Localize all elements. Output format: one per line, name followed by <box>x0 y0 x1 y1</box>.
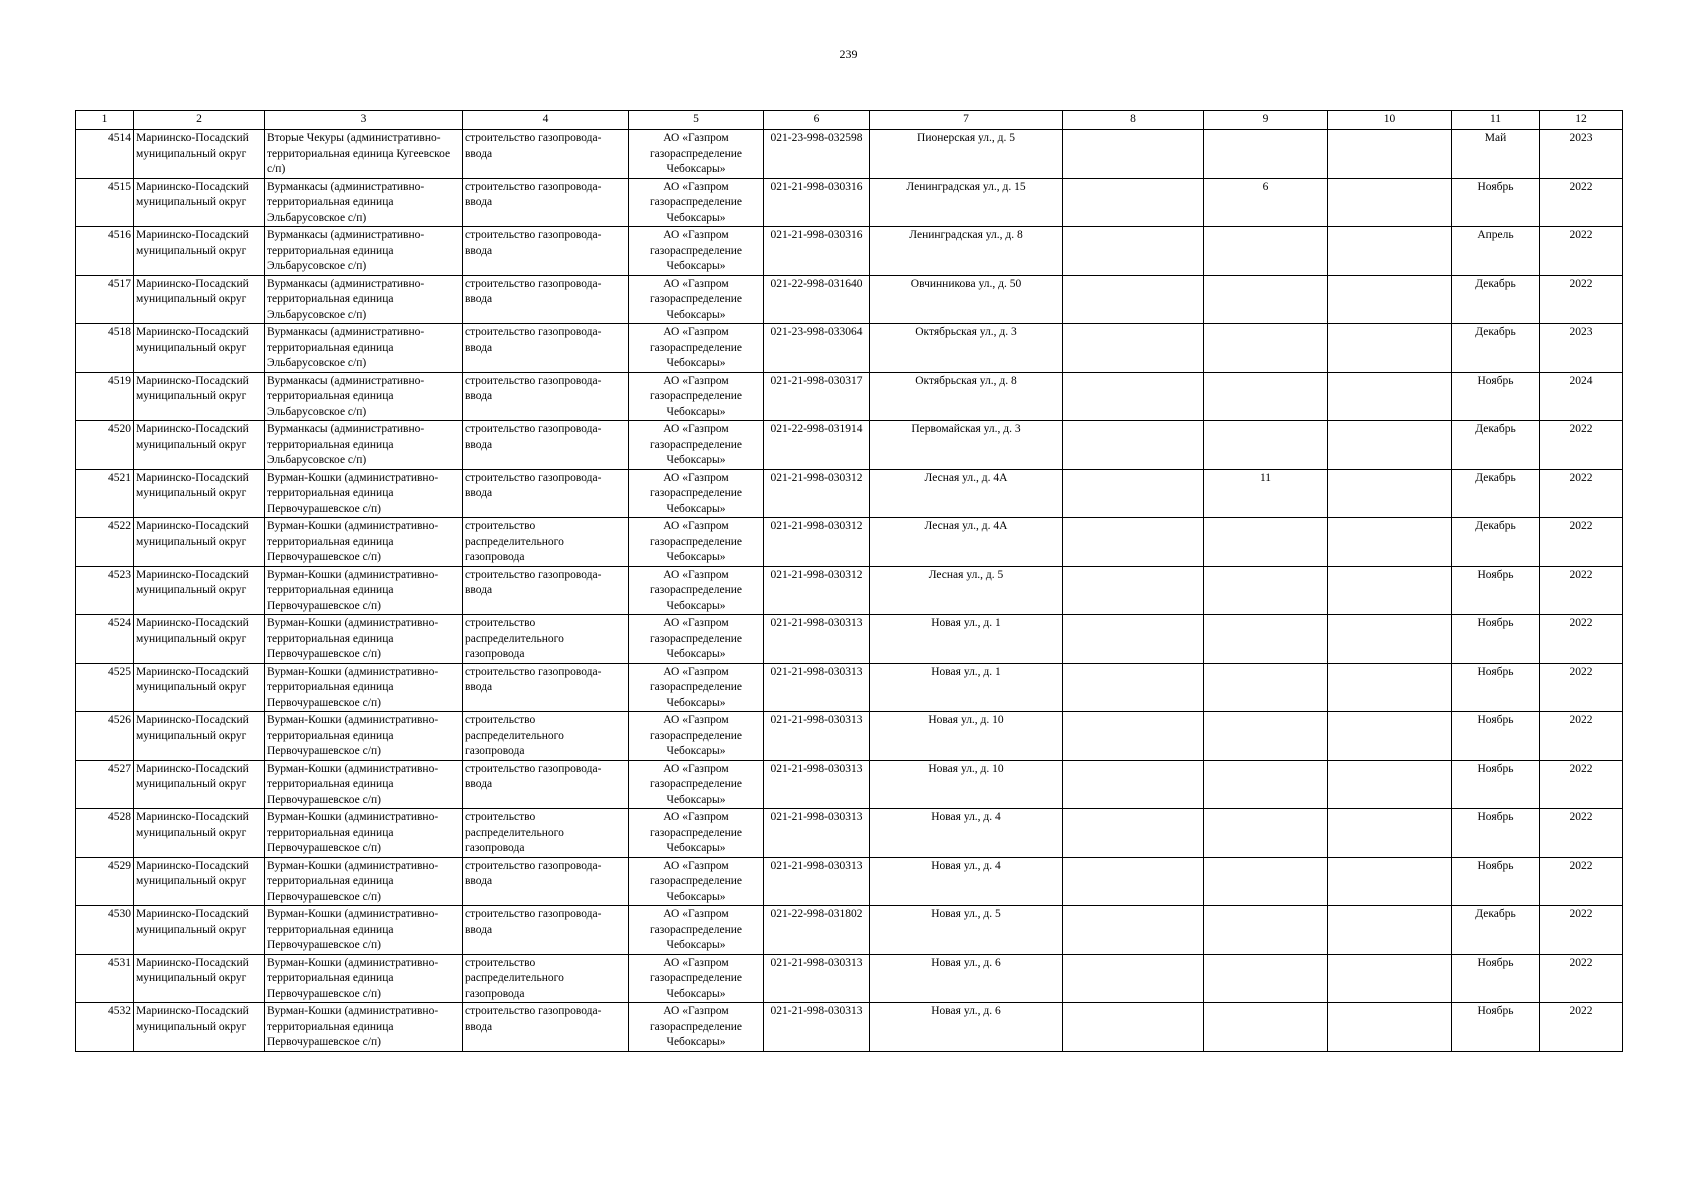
cell-col-8 <box>1063 130 1204 179</box>
cell-cadastral-number: 021-23-998-033064 <box>764 324 870 373</box>
cell-organization: АО «Газпром газораспределение Чебоксары» <box>629 227 764 276</box>
cell-col-10 <box>1328 857 1452 906</box>
cell-address: Лесная ул., д. 5 <box>870 566 1063 615</box>
cell-work-type: строительство газопровода-ввода <box>463 421 629 470</box>
cell-col-8 <box>1063 275 1204 324</box>
cell-cadastral-number: 021-22-998-031640 <box>764 275 870 324</box>
cell-settlement: Вурман-Кошки (административно-территориальная единица Первочурашевское с/п) <box>265 1003 463 1052</box>
cell-address: Новая ул., д. 10 <box>870 712 1063 761</box>
cell-address: Овчинникова ул., д. 50 <box>870 275 1063 324</box>
cell-month: Ноябрь <box>1452 760 1540 809</box>
cell-month: Ноябрь <box>1452 857 1540 906</box>
register-table <box>75 110 1623 1052</box>
cell-row-number: 4517 <box>76 275 134 324</box>
cell-cadastral-number: 021-23-998-032598 <box>764 130 870 179</box>
cell-row-number: 4514 <box>76 130 134 179</box>
cell-municipality: Мариинско-Посадский муниципальный округ <box>134 275 265 324</box>
cell-col-8 <box>1063 760 1204 809</box>
cell-municipality: Мариинско-Посадский муниципальный округ <box>134 227 265 276</box>
cell-organization: АО «Газпром газораспределение Чебоксары» <box>629 615 764 664</box>
cell-col-10 <box>1328 469 1452 518</box>
table-header-row <box>76 111 1623 130</box>
cell-year: 2023 <box>1540 130 1623 179</box>
cell-col-8 <box>1063 421 1204 470</box>
cell-work-type: строительство газопровода-ввода <box>463 906 629 955</box>
cell-work-type: строительство газопровода-ввода <box>463 566 629 615</box>
cell-address: Новая ул., д. 5 <box>870 906 1063 955</box>
cell-row-number: 4528 <box>76 809 134 858</box>
cell-work-type: строительство газопровода-ввода <box>463 178 629 227</box>
cell-row-number: 4530 <box>76 906 134 955</box>
cell-settlement: Вурманкасы (административно-территориальная единица Эльбарусовское с/п) <box>265 324 463 373</box>
cell-organization: АО «Газпром газораспределение Чебоксары» <box>629 130 764 179</box>
table-row <box>76 275 1623 324</box>
cell-organization: АО «Газпром газораспределение Чебоксары» <box>629 469 764 518</box>
cell-cadastral-number: 021-21-998-030313 <box>764 809 870 858</box>
cell-month: Ноябрь <box>1452 372 1540 421</box>
cell-address: Октябрьская ул., д. 8 <box>870 372 1063 421</box>
cell-col-10 <box>1328 130 1452 179</box>
cell-col-10 <box>1328 1003 1452 1052</box>
cell-month: Апрель <box>1452 227 1540 276</box>
table-row <box>76 760 1623 809</box>
cell-municipality: Мариинско-Посадский муниципальный округ <box>134 469 265 518</box>
cell-col-10 <box>1328 178 1452 227</box>
column-header-11: 11 <box>1452 111 1540 130</box>
cell-year: 2022 <box>1540 566 1623 615</box>
cell-municipality: Мариинско-Посадский муниципальный округ <box>134 130 265 179</box>
table-row <box>76 130 1623 179</box>
cell-year: 2022 <box>1540 712 1623 761</box>
cell-col-8 <box>1063 906 1204 955</box>
cell-row-number: 4525 <box>76 663 134 712</box>
cell-year: 2022 <box>1540 760 1623 809</box>
cell-col-8 <box>1063 1003 1204 1052</box>
cell-col-10 <box>1328 760 1452 809</box>
cell-cadastral-number: 021-21-998-030313 <box>764 663 870 712</box>
cell-month: Ноябрь <box>1452 663 1540 712</box>
cell-cadastral-number: 021-22-998-031914 <box>764 421 870 470</box>
table-row <box>76 954 1623 1003</box>
cell-year: 2022 <box>1540 954 1623 1003</box>
cell-month: Ноябрь <box>1452 1003 1540 1052</box>
cell-organization: АО «Газпром газораспределение Чебоксары» <box>629 1003 764 1052</box>
cell-address: Ленинградская ул., д. 15 <box>870 178 1063 227</box>
table-row <box>76 372 1623 421</box>
cell-col-8 <box>1063 954 1204 1003</box>
cell-row-number: 4515 <box>76 178 134 227</box>
cell-municipality: Мариинско-Посадский муниципальный округ <box>134 663 265 712</box>
cell-organization: АО «Газпром газораспределение Чебоксары» <box>629 954 764 1003</box>
cell-settlement: Вурман-Кошки (административно-территориальная единица Первочурашевское с/п) <box>265 954 463 1003</box>
column-header-2: 2 <box>134 111 265 130</box>
cell-cadastral-number: 021-21-998-030312 <box>764 566 870 615</box>
cell-work-type: строительство газопровода-ввода <box>463 275 629 324</box>
cell-year: 2023 <box>1540 324 1623 373</box>
cell-month: Декабрь <box>1452 421 1540 470</box>
table-row <box>76 421 1623 470</box>
column-header-6: 6 <box>764 111 870 130</box>
cell-row-number: 4523 <box>76 566 134 615</box>
table-row <box>76 469 1623 518</box>
cell-organization: АО «Газпром газораспределение Чебоксары» <box>629 518 764 567</box>
cell-month: Май <box>1452 130 1540 179</box>
column-header-12: 12 <box>1540 111 1623 130</box>
cell-settlement: Вурман-Кошки (административно-территориальная единица Первочурашевское с/п) <box>265 566 463 615</box>
cell-row-number: 4522 <box>76 518 134 567</box>
cell-year: 2022 <box>1540 227 1623 276</box>
cell-organization: АО «Газпром газораспределение Чебоксары» <box>629 324 764 373</box>
cell-year: 2022 <box>1540 1003 1623 1052</box>
cell-settlement: Вурман-Кошки (административно-территориальная единица Первочурашевское с/п) <box>265 857 463 906</box>
cell-address: Ленинградская ул., д. 8 <box>870 227 1063 276</box>
cell-address: Новая ул., д. 4 <box>870 809 1063 858</box>
cell-address: Новая ул., д. 6 <box>870 1003 1063 1052</box>
table-row <box>76 615 1623 664</box>
table-row <box>76 518 1623 567</box>
cell-address: Первомайская ул., д. 3 <box>870 421 1063 470</box>
table-row <box>76 663 1623 712</box>
cell-col-9 <box>1204 1003 1328 1052</box>
table-body <box>76 130 1623 1052</box>
cell-organization: АО «Газпром газораспределение Чебоксары» <box>629 663 764 712</box>
cell-year: 2022 <box>1540 857 1623 906</box>
cell-work-type: строительство газопровода-ввода <box>463 663 629 712</box>
cell-settlement: Вурман-Кошки (административно-территориальная единица Первочурашевское с/п) <box>265 906 463 955</box>
cell-col-9 <box>1204 566 1328 615</box>
cell-month: Ноябрь <box>1452 615 1540 664</box>
cell-settlement: Вурманкасы (административно-территориальная единица Эльбарусовское с/п) <box>265 421 463 470</box>
cell-organization: АО «Газпром газораспределение Чебоксары» <box>629 712 764 761</box>
column-header-1: 1 <box>76 111 134 130</box>
cell-year: 2022 <box>1540 469 1623 518</box>
cell-col-8 <box>1063 469 1204 518</box>
cell-settlement: Вурман-Кошки (административно-территориальная единица Первочурашевское с/п) <box>265 760 463 809</box>
cell-work-type: строительство газопровода-ввода <box>463 324 629 373</box>
cell-municipality: Мариинско-Посадский муниципальный округ <box>134 178 265 227</box>
cell-year: 2022 <box>1540 178 1623 227</box>
cell-work-type: строительство газопровода-ввода <box>463 227 629 276</box>
cell-cadastral-number: 021-21-998-030313 <box>764 954 870 1003</box>
cell-col-10 <box>1328 663 1452 712</box>
cell-settlement: Вурман-Кошки (административно-территориальная единица Первочурашевское с/п) <box>265 663 463 712</box>
table-row <box>76 324 1623 373</box>
cell-month: Ноябрь <box>1452 954 1540 1003</box>
table-row <box>76 906 1623 955</box>
column-header-10: 10 <box>1328 111 1452 130</box>
table-row <box>76 809 1623 858</box>
cell-municipality: Мариинско-Посадский муниципальный округ <box>134 518 265 567</box>
cell-row-number: 4521 <box>76 469 134 518</box>
cell-month: Ноябрь <box>1452 809 1540 858</box>
cell-month: Ноябрь <box>1452 178 1540 227</box>
cell-month: Декабрь <box>1452 906 1540 955</box>
cell-municipality: Мариинско-Посадский муниципальный округ <box>134 566 265 615</box>
cell-month: Ноябрь <box>1452 566 1540 615</box>
page-number: 239 <box>839 47 858 61</box>
cell-work-type: строительство распределительного газопровода <box>463 954 629 1003</box>
cell-work-type: строительство распределительного газопровода <box>463 518 629 567</box>
cell-organization: АО «Газпром газораспределение Чебоксары» <box>629 566 764 615</box>
cell-col-8 <box>1063 227 1204 276</box>
cell-address: Новая ул., д. 1 <box>870 663 1063 712</box>
cell-month: Ноябрь <box>1452 712 1540 761</box>
cell-year: 2022 <box>1540 421 1623 470</box>
cell-work-type: строительство газопровода-ввода <box>463 469 629 518</box>
cell-work-type: строительство распределительного газопровода <box>463 712 629 761</box>
cell-year: 2022 <box>1540 518 1623 567</box>
cell-col-8 <box>1063 809 1204 858</box>
column-header-5: 5 <box>629 111 764 130</box>
cell-cadastral-number: 021-21-998-030312 <box>764 469 870 518</box>
cell-work-type: строительство газопровода-ввода <box>463 1003 629 1052</box>
cell-col-10 <box>1328 809 1452 858</box>
cell-cadastral-number: 021-21-998-030313 <box>764 760 870 809</box>
cell-year: 2022 <box>1540 275 1623 324</box>
cell-month: Декабрь <box>1452 469 1540 518</box>
cell-address: Новая ул., д. 1 <box>870 615 1063 664</box>
cell-work-type: строительство газопровода-ввода <box>463 760 629 809</box>
cell-organization: АО «Газпром газораспределение Чебоксары» <box>629 421 764 470</box>
cell-col-8 <box>1063 857 1204 906</box>
cell-row-number: 4527 <box>76 760 134 809</box>
cell-work-type: строительство газопровода-ввода <box>463 130 629 179</box>
cell-organization: АО «Газпром газораспределение Чебоксары» <box>629 178 764 227</box>
table-row <box>76 178 1623 227</box>
cell-col-9 <box>1204 372 1328 421</box>
cell-settlement: Вурманкасы (административно-территориальная единица Эльбарусовское с/п) <box>265 178 463 227</box>
column-header-7: 7 <box>870 111 1063 130</box>
cell-settlement: Вурман-Кошки (административно-территориальная единица Первочурашевское с/п) <box>265 518 463 567</box>
cell-municipality: Мариинско-Посадский муниципальный округ <box>134 906 265 955</box>
table-row <box>76 1003 1623 1052</box>
cell-col-9 <box>1204 518 1328 567</box>
cell-municipality: Мариинско-Посадский муниципальный округ <box>134 809 265 858</box>
cell-col-9 <box>1204 760 1328 809</box>
cell-col-8 <box>1063 518 1204 567</box>
cell-year: 2022 <box>1540 809 1623 858</box>
cell-row-number: 4526 <box>76 712 134 761</box>
cell-col-9 <box>1204 857 1328 906</box>
table-row <box>76 712 1623 761</box>
cell-year: 2022 <box>1540 906 1623 955</box>
cell-month: Декабрь <box>1452 518 1540 567</box>
cell-row-number: 4524 <box>76 615 134 664</box>
cell-municipality: Мариинско-Посадский муниципальный округ <box>134 324 265 373</box>
cell-col-9 <box>1204 275 1328 324</box>
table-row <box>76 566 1623 615</box>
cell-municipality: Мариинско-Посадский муниципальный округ <box>134 372 265 421</box>
cell-municipality: Мариинско-Посадский муниципальный округ <box>134 1003 265 1052</box>
cell-address: Пионерская ул., д. 5 <box>870 130 1063 179</box>
cell-col-10 <box>1328 421 1452 470</box>
cell-col-9 <box>1204 809 1328 858</box>
cell-settlement: Вурман-Кошки (административно-территориальная единица Первочурашевское с/п) <box>265 809 463 858</box>
cell-col-9: 6 <box>1204 178 1328 227</box>
cell-col-9 <box>1204 615 1328 664</box>
cell-settlement: Вурман-Кошки (административно-территориальная единица Первочурашевское с/п) <box>265 712 463 761</box>
cell-organization: АО «Газпром газораспределение Чебоксары» <box>629 809 764 858</box>
cell-work-type: строительство распределительного газопровода <box>463 809 629 858</box>
cell-municipality: Мариинско-Посадский муниципальный округ <box>134 954 265 1003</box>
cell-col-9 <box>1204 324 1328 373</box>
cell-year: 2022 <box>1540 615 1623 664</box>
cell-work-type: строительство газопровода-ввода <box>463 857 629 906</box>
cell-municipality: Мариинско-Посадский муниципальный округ <box>134 421 265 470</box>
cell-row-number: 4518 <box>76 324 134 373</box>
cell-col-10 <box>1328 518 1452 567</box>
cell-row-number: 4531 <box>76 954 134 1003</box>
cell-col-10 <box>1328 324 1452 373</box>
cell-work-type: строительство газопровода-ввода <box>463 372 629 421</box>
cell-organization: АО «Газпром газораспределение Чебоксары» <box>629 275 764 324</box>
cell-cadastral-number: 021-21-998-030313 <box>764 712 870 761</box>
cell-month: Декабрь <box>1452 324 1540 373</box>
cell-row-number: 4519 <box>76 372 134 421</box>
cell-address: Новая ул., д. 6 <box>870 954 1063 1003</box>
cell-col-8 <box>1063 566 1204 615</box>
cell-col-8 <box>1063 324 1204 373</box>
cell-settlement: Вурман-Кошки (административно-территориальная единица Первочурашевское с/п) <box>265 615 463 664</box>
cell-row-number: 4529 <box>76 857 134 906</box>
cell-cadastral-number: 021-21-998-030316 <box>764 178 870 227</box>
cell-row-number: 4520 <box>76 421 134 470</box>
cell-cadastral-number: 021-22-998-031802 <box>764 906 870 955</box>
cell-cadastral-number: 021-21-998-030316 <box>764 227 870 276</box>
cell-col-9 <box>1204 906 1328 955</box>
cell-col-10 <box>1328 566 1452 615</box>
cell-col-8 <box>1063 663 1204 712</box>
column-header-9: 9 <box>1204 111 1328 130</box>
cell-address: Лесная ул., д. 4А <box>870 469 1063 518</box>
column-header-8: 8 <box>1063 111 1204 130</box>
cell-settlement: Вурман-Кошки (административно-территориальная единица Первочурашевское с/п) <box>265 469 463 518</box>
cell-address: Октябрьская ул., д. 3 <box>870 324 1063 373</box>
cell-row-number: 4532 <box>76 1003 134 1052</box>
cell-col-10 <box>1328 372 1452 421</box>
cell-col-8 <box>1063 372 1204 421</box>
cell-settlement: Вурманкасы (административно-территориальная единица Эльбарусовское с/п) <box>265 372 463 421</box>
cell-col-9 <box>1204 954 1328 1003</box>
cell-row-number: 4516 <box>76 227 134 276</box>
column-header-4: 4 <box>463 111 629 130</box>
cell-address: Новая ул., д. 4 <box>870 857 1063 906</box>
column-header-3: 3 <box>265 111 463 130</box>
cell-settlement: Вторые Чекуры (административно-территориальная единица Кугеевское с/п) <box>265 130 463 179</box>
cell-col-10 <box>1328 615 1452 664</box>
cell-cadastral-number: 021-21-998-030317 <box>764 372 870 421</box>
cell-address: Лесная ул., д. 4А <box>870 518 1063 567</box>
table-row <box>76 227 1623 276</box>
cell-work-type: строительство распределительного газопровода <box>463 615 629 664</box>
cell-col-9 <box>1204 712 1328 761</box>
cell-organization: АО «Газпром газораспределение Чебоксары» <box>629 857 764 906</box>
cell-col-9 <box>1204 130 1328 179</box>
cell-col-9: 11 <box>1204 469 1328 518</box>
cell-col-10 <box>1328 906 1452 955</box>
cell-municipality: Мариинско-Посадский муниципальный округ <box>134 760 265 809</box>
cell-settlement: Вурманкасы (административно-территориальная единица Эльбарусовское с/п) <box>265 275 463 324</box>
cell-col-8 <box>1063 178 1204 227</box>
cell-cadastral-number: 021-21-998-030312 <box>764 518 870 567</box>
cell-col-10 <box>1328 712 1452 761</box>
cell-col-8 <box>1063 712 1204 761</box>
cell-col-9 <box>1204 227 1328 276</box>
cell-col-9 <box>1204 663 1328 712</box>
cell-municipality: Мариинско-Посадский муниципальный округ <box>134 712 265 761</box>
cell-municipality: Мариинско-Посадский муниципальный округ <box>134 615 265 664</box>
cell-col-10 <box>1328 954 1452 1003</box>
cell-col-8 <box>1063 615 1204 664</box>
cell-month: Декабрь <box>1452 275 1540 324</box>
cell-cadastral-number: 021-21-998-030313 <box>764 615 870 664</box>
cell-settlement: Вурманкасы (административно-территориальная единица Эльбарусовское с/п) <box>265 227 463 276</box>
cell-col-9 <box>1204 421 1328 470</box>
cell-address: Новая ул., д. 10 <box>870 760 1063 809</box>
cell-organization: АО «Газпром газораспределение Чебоксары» <box>629 372 764 421</box>
cell-municipality: Мариинско-Посадский муниципальный округ <box>134 857 265 906</box>
cell-year: 2022 <box>1540 663 1623 712</box>
cell-cadastral-number: 021-21-998-030313 <box>764 857 870 906</box>
cell-organization: АО «Газпром газораспределение Чебоксары» <box>629 906 764 955</box>
cell-year: 2024 <box>1540 372 1623 421</box>
cell-col-10 <box>1328 275 1452 324</box>
cell-organization: АО «Газпром газораспределение Чебоксары» <box>629 760 764 809</box>
cell-col-10 <box>1328 227 1452 276</box>
cell-cadastral-number: 021-21-998-030313 <box>764 1003 870 1052</box>
table-row <box>76 857 1623 906</box>
